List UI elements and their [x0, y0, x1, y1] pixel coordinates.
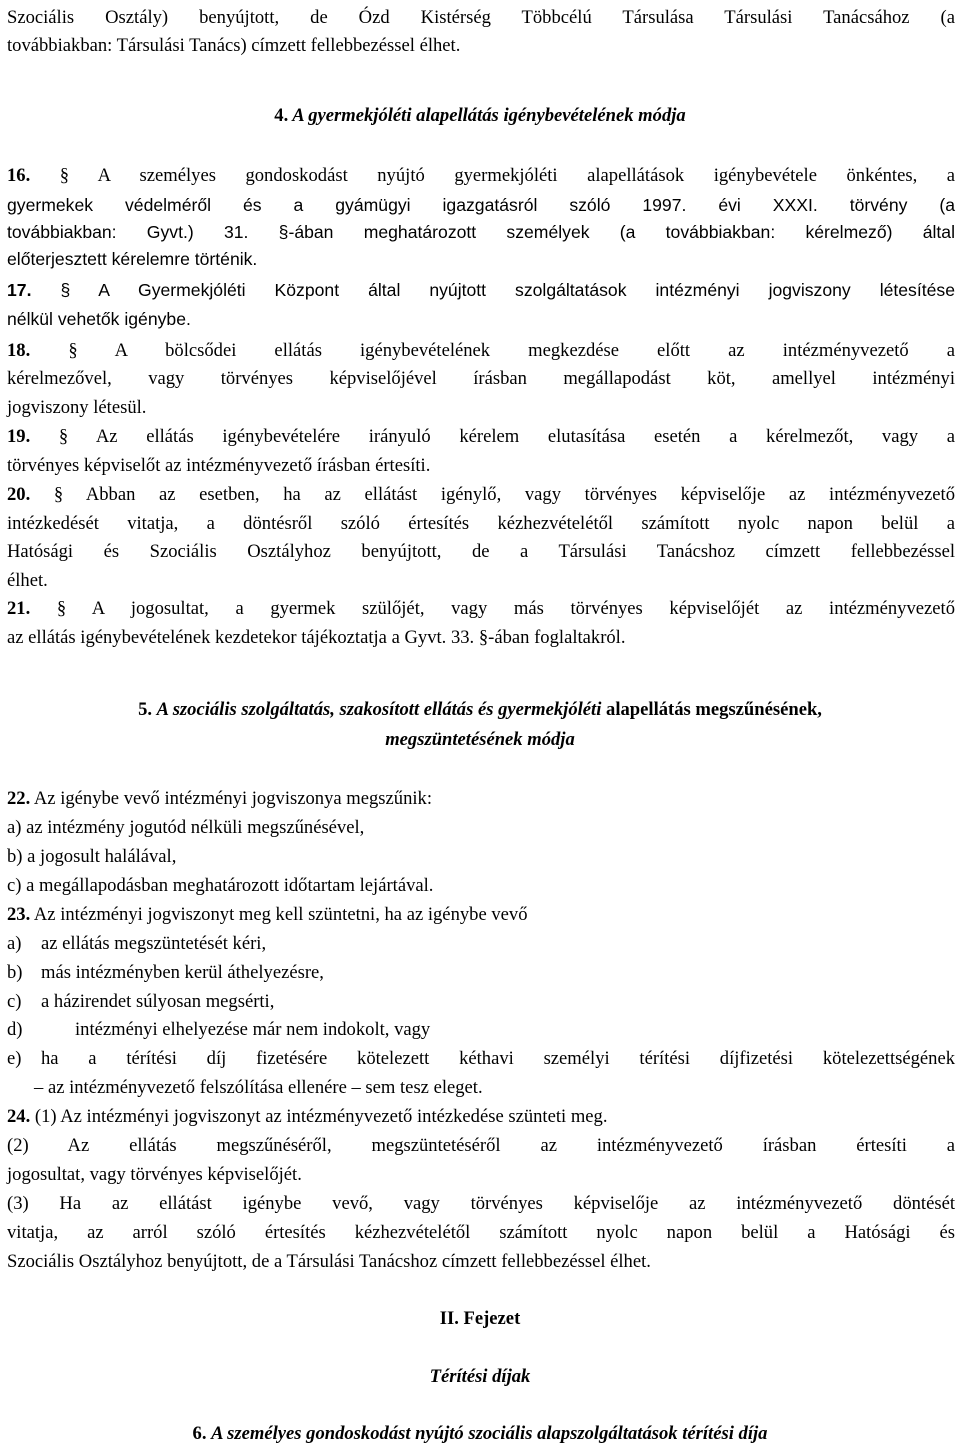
paragraph-23-item-b: b) más intézményben kerül áthelyezésre, — [7, 962, 324, 983]
paragraph-20-line-4: élhet. — [7, 570, 48, 591]
paragraph-22-item-c: c) a megállapodásban meghatározott időtartam lejártával. — [7, 875, 434, 896]
paragraph-24-line-3: jogosultat, vagy törvényes képviselőjét. — [7, 1164, 302, 1185]
paragraph-23-item-d: d) intézményi elhelyezése már nem indokolt, vagy — [7, 1019, 431, 1040]
paragraph-23-item-e: e) ha a térítési díj fizetésére kötelezett kéthavi személyi térítési díjfizetési kötelezettségének — [7, 1048, 955, 1069]
paragraph-20-line-1: 20. § Abban az esetben, ha az ellátást igénylő, vagy törvényes képviselője az intézményvezető — [7, 484, 956, 505]
paragraph-23-item-c: c) a házirendet súlyosan megsérti, — [7, 991, 275, 1012]
paragraph-18-line-3: jogviszony létesül. — [7, 397, 147, 418]
paragraph-19-line-2: törvényes képviselőt az intézményvezető írásban értesíti. — [7, 455, 431, 476]
paragraph-24-line-4: (3) Ha az ellátást igénybe vevő, vagy törvényes képviselője az intézményvezető döntését — [7, 1193, 955, 1214]
chapter-subtitle: Térítési díjak — [429, 1366, 531, 1387]
paragraph-21-line-2: az ellátás igénybevételének kezdetekor tájékoztatja a Gyvt. 33. §-ában foglaltakról. — [7, 627, 626, 648]
section-6-heading: 6. A személyes gondoskodást nyújtó szociális alapszolgáltatások térítési díja — [192, 1423, 768, 1444]
paragraph-16-line-1: 16. § A személyes gondoskodást nyújtó gyermekjóléti alapellátások igénybevétele önkéntes, a — [7, 165, 955, 186]
paragraph-17-line-2: nélkül vehetők igénybe. — [7, 309, 191, 329]
section-5-heading-line-2: megszüntetésének módja — [385, 729, 575, 750]
section-4-heading: 4. A gyermekjóléti alapellátás igénybevételének módja — [274, 105, 686, 126]
chapter-title: II. Fejezet — [439, 1308, 521, 1329]
paragraph-20-line-2: intézkedését vitatja, a döntésről szóló értesítés kézhezvételétől számított nyolc napon belül a — [7, 513, 955, 534]
paragraph-24-line-2: (2) Az ellátás megszűnéséről, megszüntetéséről az intézményvezető írásban értesíti a — [7, 1135, 955, 1156]
paragraph-23-continuation: – az intézményvezető felszólítása ellenére – sem tesz eleget. — [34, 1077, 483, 1098]
paragraph-24-line-6: Szociális Osztályhoz benyújtott, de a Társulási Tanácshoz címzett fellebbezéssel élhet. — [7, 1251, 651, 1272]
paragraph-23-item-a: a) az ellátás megszüntetését kéri, — [7, 933, 267, 954]
paragraph-22-item-a: a) az intézmény jogutód nélküli megszűnésével, — [7, 817, 365, 838]
paragraph-18-line-1: 18. § A bölcsődei ellátás igénybevételének megkezdése előtt az intézményvezető a — [7, 340, 955, 361]
paragraph-16-line-4: előterjesztett kérelemre történik. — [7, 249, 258, 269]
text-line: továbbiakban: Társulási Tanács) címzett fellebbezéssel élhet. — [7, 35, 461, 56]
text-line: Szociális Osztály) benyújtott, de Ózd Kistérség Többcélú Társulása Társulási Tanácsához (a — [7, 7, 955, 28]
paragraph-22-item-b: b) a jogosult halálával, — [7, 846, 177, 867]
paragraph-19-line-1: 19. § Az ellátás igénybevételére irányuló kérelem elutasítása esetén a kérelmezőt, vagy a — [7, 426, 955, 447]
paragraph-22-intro: 22. Az igénybe vevő intézményi jogviszonya megszűnik: — [7, 788, 432, 809]
paragraph-24-line-5: vitatja, az arról szóló értesítés kézhezvételétől számított nyolc napon belül a Hatósági és — [7, 1222, 955, 1243]
paragraph-18-line-2: kérelmezővel, vagy törvényes képviselőjével írásban megállapodást köt, amellyel intézményi — [7, 368, 955, 389]
paragraph-20-line-3: Hatósági és Szociális Osztályhoz benyújtott, de a Társulási Tanácshoz címzett fellebbezéssel — [7, 541, 955, 562]
section-5-heading: 5. A szociális szolgáltatás, szakosított ellátás és gyermekjóléti alapellátás megszűnésének, — [138, 699, 822, 720]
paragraph-16-line-2: gyermekek védelméről és a gyámügyi igazgatásról szóló 1997. évi XXXI. törvény (a — [7, 195, 955, 215]
paragraph-21-line-1: 21. § A jogosultat, a gyermek szülőjét, vagy más törvényes képviselőjét az intézményvezető — [7, 598, 955, 619]
paragraph-24-line-1: 24. (1) Az intézményi jogviszonyt az intézményvezető intézkedése szünteti meg. — [7, 1106, 608, 1127]
paragraph-17-line-1: 17. § A Gyermekjóléti Központ által nyújtott szolgáltatások intézményi jogviszony létesítése — [7, 280, 955, 300]
paragraph-23-intro: 23. Az intézményi jogviszonyt meg kell szüntetni, ha az igénybe vevő — [7, 904, 528, 925]
paragraph-16-line-3: továbbiakban: Gyvt.) 31. §-ában meghatározott személyek (a továbbiakban: kérelmező) által — [7, 222, 955, 242]
